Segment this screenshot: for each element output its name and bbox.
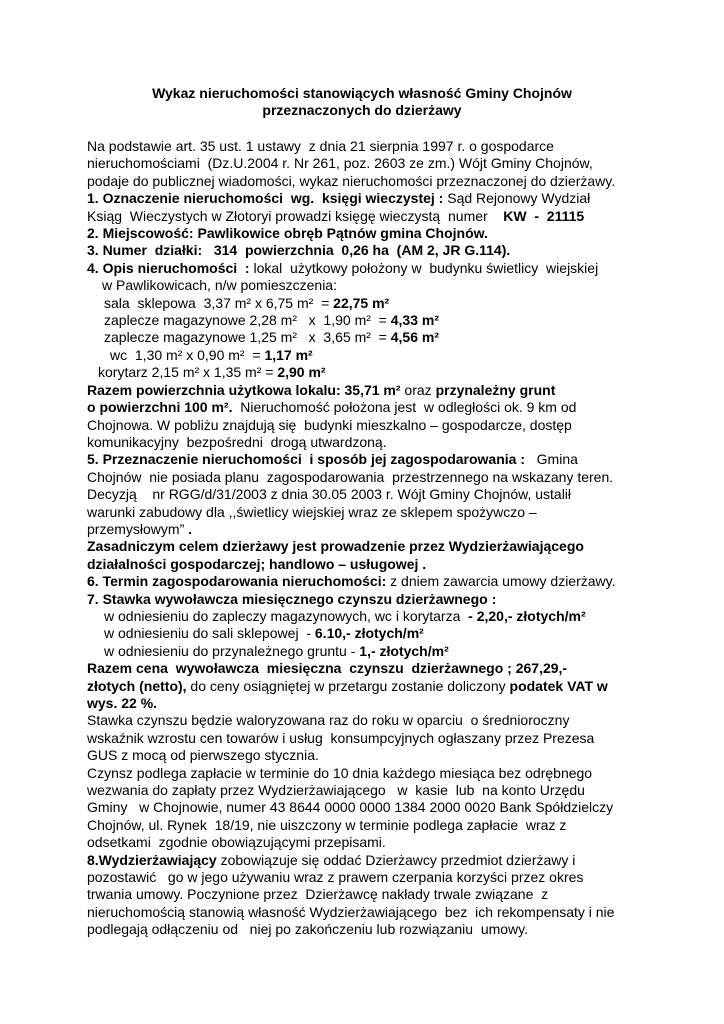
section-3-line xyxy=(87,242,697,259)
section-1-line xyxy=(87,208,697,225)
room-desc: zaplecze magazynowe 1,25 m² x 3,65 m² = xyxy=(104,329,391,346)
total-price-line xyxy=(87,678,697,695)
land-label: przynależny grunt xyxy=(435,381,556,398)
rate-line xyxy=(87,643,697,660)
purpose-text: Zasadniczym celem dzierżawy jest prowadzenie przez Wydzierżawiającego xyxy=(87,538,584,555)
indexation-line: GUS z mocą od pierwszego stycznia. xyxy=(87,747,319,764)
document-body xyxy=(87,138,697,939)
total-area: Razem powierzchnia użytkowa lokalu: 35,71 m² xyxy=(87,381,401,398)
net-label: złotych (netto), xyxy=(87,677,187,694)
payment-line: Chojnów, ul. Rynek 18/19, nie uiszczony w terminie podlega zapłacie wraz z xyxy=(87,816,567,833)
room-desc: wc 1,30 m² x 0,90 m² = xyxy=(110,346,265,363)
section-1-text: Ksiąg Wieczystych w Złotoryi prowadzi księgę wieczystą numer xyxy=(87,207,504,224)
section-4-line: komunikacyjny bezpośredni drogą utwardzoną. xyxy=(87,433,387,450)
section-4-line: Chojnowa. W pobliżu znajdują się budynki mieszkalno – gospodarcze, dostęp xyxy=(87,416,572,433)
purpose-line xyxy=(87,556,697,573)
rate-desc: w odniesieniu do przynależnego gruntu - xyxy=(104,642,360,659)
room-desc: zaplecze magazynowe 2,28 m² x 1,90 m² = xyxy=(104,312,391,329)
room-line xyxy=(87,364,697,381)
section-8-line: pozostawić go w jego używaniu wraz z prawem czerpania korzyści przez okres xyxy=(87,869,584,886)
rate-value: 6.10,- złotych/m² xyxy=(314,625,424,642)
section-5-line: warunki zabudowy dla ,,świetlicy wiejskiej wraz ze sklepem spożywczo – xyxy=(87,503,537,520)
rate-value: - 2,20,- złotych/m² xyxy=(468,607,586,624)
section-5-line: Chojnów nie posiada planu zagospodarowania przestrzennego na wskazany teren. xyxy=(87,468,614,485)
section-8-text: zobowiązuje się oddać Dzierżawcy przedmiot dzierżawy i xyxy=(216,851,576,868)
section-2-line xyxy=(87,225,697,242)
section-5-text: Gmina xyxy=(528,451,578,468)
section-2-heading: 2. Miejscowość: Pawlikowice obręb Pątnów gmina Chojnów. xyxy=(87,225,488,242)
section-1-heading: 1. Oznaczenie nieruchomości wg. księgi wieczystej : xyxy=(87,190,448,207)
indexation-line: Stawka czynszu będzie waloryzowana raz do roku w oparciu o średnioroczny xyxy=(87,712,570,729)
room-area: 22,75 m² xyxy=(333,294,390,311)
section-4-text: lokal użytkowy położony w budynku świetlicy wiejskiej xyxy=(253,259,599,276)
rate-line xyxy=(87,625,697,642)
section-8-line: nieruchomością stanowią własność Wydzierżawiającego bez ich rekompensaty i nie xyxy=(87,903,615,920)
section-5-text: przemysłowym” xyxy=(87,520,189,537)
room-area: 4,56 m² xyxy=(390,329,439,346)
section-8-line: trwania umowy. Poczynione przez Dzierżawcę nakłady trwale związane z xyxy=(87,886,549,903)
title-line-1: Wykaz nieruchomości stanowiących własność Gminy Chojnów xyxy=(152,85,572,101)
rate-desc: w odniesieniu do sali sklepowej - xyxy=(104,625,315,642)
section-6-heading: 6. Termin zagospodarowania nieruchomości: xyxy=(87,573,387,590)
room-line xyxy=(87,312,697,329)
section-4-line: w Pawlikowicach, n/w pomieszczenia: xyxy=(102,277,337,294)
intro-line: nieruchomościami (Dz.U.2004 r. Nr 261, poz. 2603 ze zm.) Wójt Gminy Chojnów, xyxy=(87,155,593,172)
payment-line: wezwania do zapłaty przez Wydzierżawiającego w kasie lub na konto Urzędu xyxy=(87,782,585,799)
room-line xyxy=(87,347,697,364)
vat-label: podatek VAT w xyxy=(509,677,608,694)
purpose-line xyxy=(87,538,697,555)
section-5-heading: 5. Przeznaczenie nieruchomości i sposób jej zagospodarowania : xyxy=(87,451,529,468)
total-area-line xyxy=(87,382,697,399)
title-line-2: przeznaczonych do dzierżawy xyxy=(262,102,462,118)
payment-line: Czynsz podlega zapłacie w terminie do 10 dnia każdego miesiąca bez odrębnego xyxy=(87,764,593,781)
vat-rate: wys. 22 %. xyxy=(87,695,158,711)
indexation-line: wskaźnik wzrostu cen towarów i usług konsumpcyjnych ogłaszany przez Prezesa xyxy=(87,729,595,746)
total-price: Razem cena wywoławcza miesięczna czynszu dzierżawnego ; 267,29,- xyxy=(87,660,568,677)
room-area: 1,17 m² xyxy=(264,346,313,363)
rate-value: 1,- złotych/m² xyxy=(359,642,449,659)
section-6-line xyxy=(87,573,697,590)
section-7-line xyxy=(87,591,697,608)
section-8-line xyxy=(87,852,697,869)
room-line xyxy=(87,329,697,346)
land-area: o powierzchni 100 m². xyxy=(87,399,233,416)
section-4-heading: 4. Opis nieruchomości : xyxy=(87,259,254,276)
section-8-line: podlegają odłączeniu od niej po zakończeniu lub rozwiązaniu umowy. xyxy=(87,921,529,938)
section-5-line xyxy=(87,451,697,468)
section-6-text: z dniem zawarcia umowy dzierżawy. xyxy=(386,573,616,590)
section-5-line: Decyzją nr RGG/d/31/2003 z dnia 30.05 2003 r. Wójt Gminy Chojnów, ustalił xyxy=(87,486,572,503)
period: . xyxy=(188,520,193,537)
connector-text: oraz xyxy=(400,381,436,398)
total-price-line xyxy=(87,660,697,677)
section-4-line xyxy=(87,399,697,416)
room-desc: sala sklepowa 3,37 m² x 6,75 m² = xyxy=(104,294,334,311)
section-4-text: Nieruchomość położona jest w odległości ok. 9 km od xyxy=(232,399,577,416)
rate-line xyxy=(87,608,697,625)
section-1-text: Sąd Rejonowy Wydział xyxy=(447,190,591,207)
land-register-number: KW - 21115 xyxy=(503,207,585,224)
section-4-line xyxy=(87,260,697,277)
intro-line: podaje do publicznej wiadomości, wykaz nieruchomości przeznaczonej do dzierżawy. xyxy=(87,172,616,189)
total-price-line xyxy=(87,695,697,712)
payment-line: odsetkami zgodnie obowiązującymi przepisami. xyxy=(87,834,386,851)
payment-line: Gminy w Chojnowie, numer 43 8644 0000 0000 1384 2000 0020 Bank Spółdzielczy xyxy=(87,799,614,816)
room-line xyxy=(87,295,697,312)
section-7-heading: 7. Stawka wywoławcza miesięcznego czynszu dzierżawnego : xyxy=(87,590,497,607)
intro-line: Na podstawie art. 35 ust. 1 ustawy z dnia 21 sierpnia 1997 r. o gospodarce xyxy=(87,138,554,154)
section-1-line xyxy=(87,190,697,207)
document-title xyxy=(87,85,637,119)
section-5-line xyxy=(87,521,697,538)
section-8-heading: 8.Wydzierżawiający xyxy=(87,851,217,868)
section-3-heading: 3. Numer działki: 314 powierzchnia 0,26 ha (AM 2, JR G.114). xyxy=(87,242,511,259)
room-area: 4,33 m² xyxy=(390,312,439,329)
rate-desc: w odniesieniu do zapleczy magazynowych, wc i korytarza xyxy=(104,607,469,624)
purpose-text: działalności gospodarczej; handlowo – usługowej . xyxy=(87,555,427,572)
vat-text: do ceny osiągniętej w przetargu zostanie doliczony xyxy=(186,677,510,694)
room-desc: korytarz 2,15 m² x 1,35 m² = xyxy=(98,364,278,381)
room-area: 2,90 m² xyxy=(277,364,326,381)
